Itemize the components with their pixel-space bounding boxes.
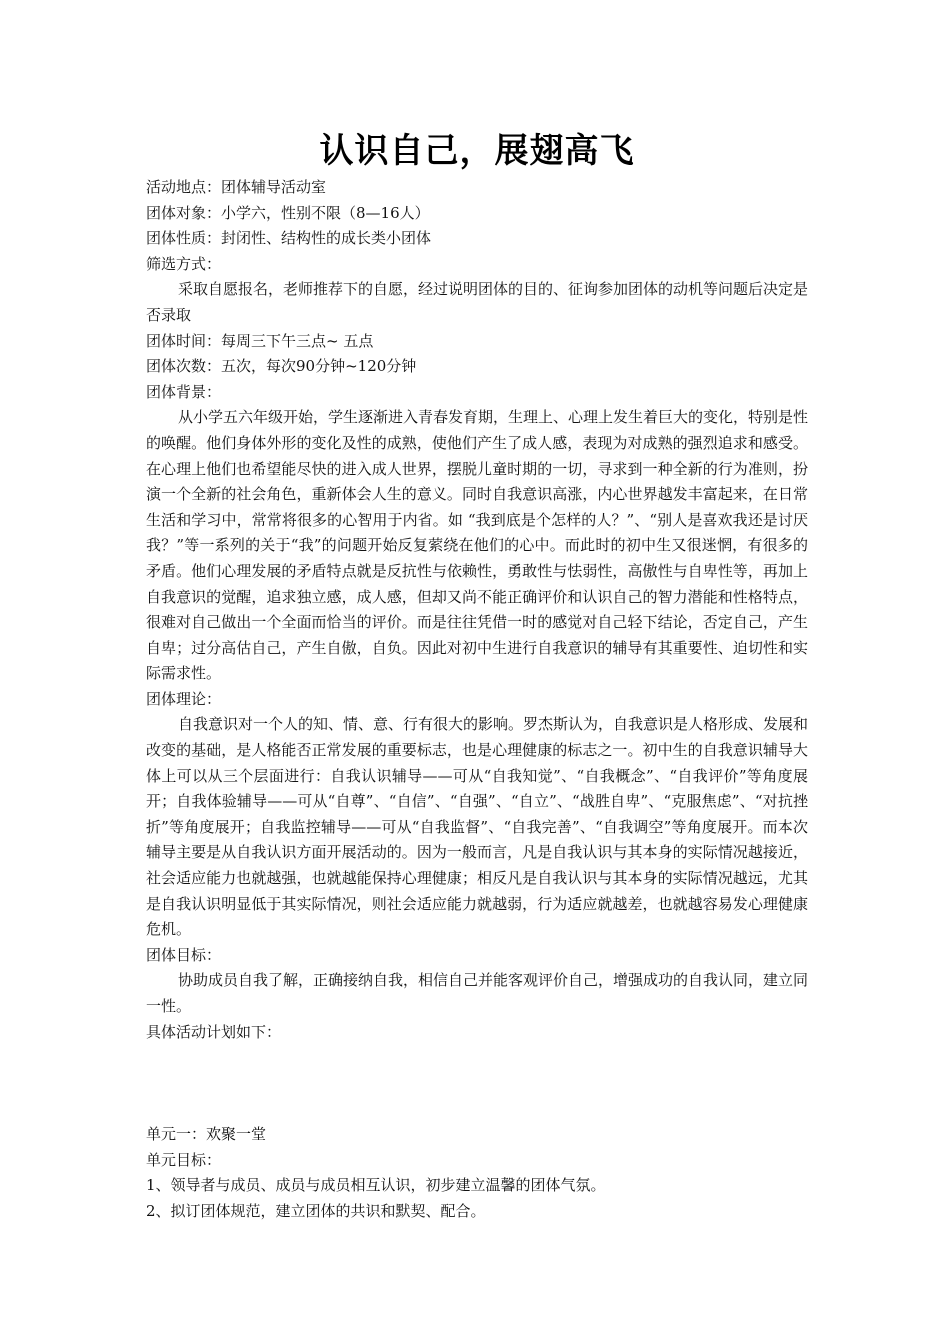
unit1-goal-heading: 单元目标： <box>146 1150 222 1169</box>
goal-heading: 团体目标： <box>146 945 222 964</box>
background-paragraph: 从小学五六年级开始，学生逐渐进入青春发育期，生理上、心理上发生着巨大的变化，特别是性的唤醒。他们身体外形的变化及性的成熟，使他们产生了成人感，表现为对成熟的强烈追求和感受。在心理上他们也希望能尽快的进入成人世界，摆脱儿童时期的一切，寻求到一种全新的行为准则，扮演一个全新的社会角色，重新体会人生的意义。同时自我意识高涨，内心世界越发丰富起来，在日常生活和学习中，常常将很多的心智用于内省。如 “我到底是个怎样的人？”、“别人是喜欢我还是讨厌我？”等一系列的关于“我”的问题开始反复萦绕在他们的心中。而此时的初中生又很迷惘，有很多的矛盾。他们心理发展的矛盾特点就是反抗性与依赖性，勇敢性与怯弱性，高傲性与自卑性等，再加上自我意识的觉醒，追求独立感，成人感，但却又尚不能正确评价和认识自己的智力潜能和性格特点，很难对自己做出一个全面而恰当的评价。而是往往凭借一时的感觉对自己轻下结论，否定自己，产生自卑；过分高估自己，产生自傲，自负。因此对初中生进行自我意识的辅导有其重要性、迫切性和实际需求性。 <box>146 408 809 683</box>
group-time: 团体时间：每周三下午三点~ 五点 <box>146 331 374 350</box>
document-page <box>146 128 808 1225</box>
screening-heading: 筛选方式： <box>146 254 222 273</box>
group-target: 团体对象：小学六，性别不限（8—16人） <box>146 203 430 222</box>
group-sessions: 团体次数：五次，每次90分钟~120分钟 <box>146 357 417 376</box>
plan-heading: 具体活动计划如下： <box>146 1022 282 1041</box>
theory-paragraph: 自我意识对一个人的知、情、意、行有很大的影响。罗杰斯认为，自我意识是人格形成、发展和改变的基础，是人格能否正常发展的重要标志，也是心理健康的标志之一。初中生的自我意识辅导大体上可以从三个层面进行：自我认识辅导——可从“自我知觉”、“自我概念”、“自我评价”等角度展开；自我体验辅导——可从“自尊”、“自信”、“自强”、“自立”、“战胜自卑”、“克服焦虑”、“对抗挫折”等角度展开；自我监控辅导——可从“自我监督”、“自我完善”、“自我调空”等角度展开。而本次辅导主要是从自我认识方面开展活动的。因为一般而言，凡是自我认识与其本身的实际情况越接近，社会适应能力也就越强，也就越能保持心理健康；相反凡是自我认识与其本身的实际情况越远，尤其是自我认识明显低于其实际情况，则社会适应能力就越弱，行为适应就越差，也就越容易发心理健康危机。 <box>146 715 809 939</box>
unit1-goal-item-1: 1、领导者与成员、成员与成员相互认识，初步建立温馨的团体气氛。 <box>146 1176 606 1195</box>
unit1-title: 单元一：欢聚一堂 <box>146 1125 267 1144</box>
screening-paragraph: 采取自愿报名，老师推荐下的自愿，经过说明团体的目的、征询参加团体的动机等问题后决定是否录取 <box>146 280 809 324</box>
document-title: 认识自己，展翅高飞 <box>319 131 635 171</box>
section-gap <box>146 1045 808 1122</box>
group-nature: 团体性质：封闭性、结构性的成长类小团体 <box>146 229 432 248</box>
unit1-goal-item-2: 2、拟订团体规范，建立团体的共识和默契、配合。 <box>146 1201 486 1220</box>
background-heading: 团体背景： <box>146 382 222 401</box>
activity-location: 活动地点：团体辅导活动室 <box>146 178 327 196</box>
theory-heading: 团体理论： <box>146 689 222 708</box>
goal-paragraph: 协助成员自我了解，正确接纳自我，相信自己并能客观评价自己，增强成功的自我认同，建立同一性。 <box>146 971 809 1015</box>
